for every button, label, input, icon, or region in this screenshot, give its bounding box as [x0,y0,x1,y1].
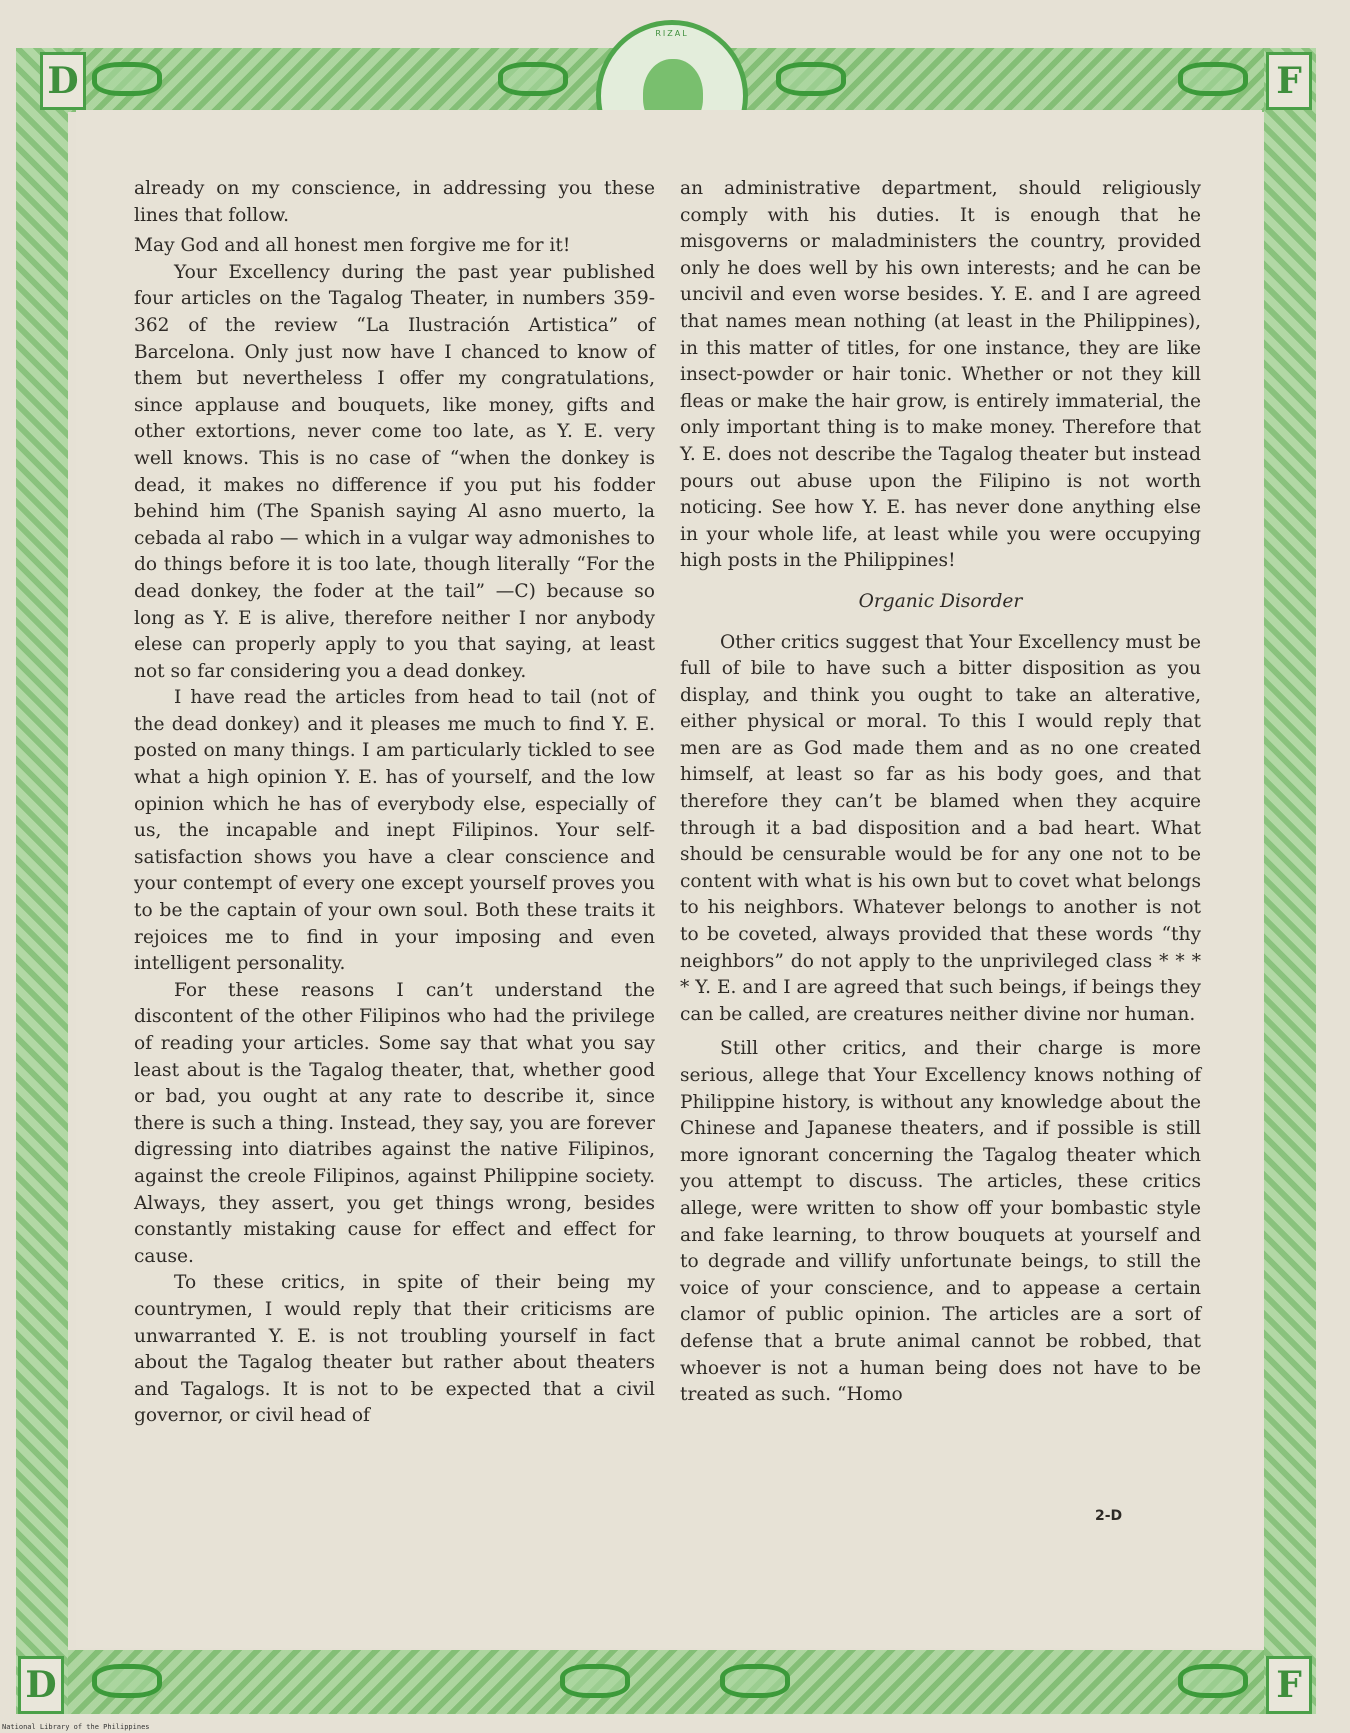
medallion-text: RIZAL [655,29,689,38]
right-border [1264,48,1316,1714]
paragraph: Other critics suggest that Your Excellency must be full of bile to have such a bitter disposition as you display, and think you ought to take an alterative, either physical or moral. To this I would reply that men are as God made them and as no one created himself, at least so far as his body goes, and that therefore they can’t be blamed when they acquire through it a bad disposition and a bad heart. What should be censurable would be for any one not to be content with what is his own but to covet what belongs to his neighbors. Whatever belongs to another is not to be coveted, always provided that these words “thy neighbors” do not apply to the unprivileged class * * * * Y. E. and I are agreed that such beings, if beings they can be called, are creatures neither divine nor human. [680,631,1201,1025]
section-heading: Organic Disorder [858,590,1023,612]
corner-monogram-bottom-right: F [1266,1656,1312,1714]
ornament-knot-icon [1178,1664,1248,1698]
ornament-knot-icon [720,1664,790,1698]
corner-monogram-bottom-left: D [18,1656,64,1714]
page-number: 2-D [1095,1508,1123,1524]
ornament-knot-icon [1178,62,1248,96]
ornament-knot-icon [498,62,568,96]
text-area [76,110,1262,1648]
paragraph: For these reasons I can’t understand the discontent of the other Filipinos who had the privilege of reading your articles. Some say that what you say least about is the Tagalog theater, that, whether good or bad, you ought at any rate to describe it, since there is such a thing. Instead, they say, you are forever digressing into diatribes against the native Filipinos, against the creole Filipinos, against Philippine society. Always, they assert, you get things wrong, besides constantly mistaking cause for effect and effect for cause. [134,979,655,1267]
paragraph: Your Excellency during the past year published four articles on the Tagalog Theater, in numbers 359-362 of the review “La Ilustración Artistica” of Barcelona. Only just now have I chanced to know of them but nevertheless I offer my congratulations, since applause and bouquets, like money, gifts and other extortions, never come too late, as Y. E. very well knows. This is no case of “when the donkey is dead, it makes no difference if you put his fodder behind him (The Spanish saying Al asno muerto, la cebada al rabo — which in a vulgar way admonishes to do things before it is too late, though literally “For the dead donkey, the foder at the tail” —C) because so long as Y. E is alive, therefore neither I nor anybody elese can properly apply to you that saying, at least not so far considering you a dead donkey. [134,261,655,682]
left-column [134,176,655,1430]
ornament-knot-icon [560,1664,630,1698]
paragraph: already on my conscience, in addressing you these lines that follow. [134,178,655,226]
corner-monogram-top-right: F [1266,52,1312,110]
corner-monogram-top-left: D [40,52,86,110]
paragraph: May God and all honest men forgive me for it! [134,235,571,257]
ornament-knot-icon [92,62,162,96]
ornament-knot-icon [776,62,846,96]
paragraph: Still other critics, and their charge is more serious, allege that Your Excellency knows nothing of Philippine history, is without any knowledge about the Chinese and Japanese theaters, and if possible is still more ignorant concerning the Tagalog theater which you attempt to discuss. The articles, these critics allege, were written to show off your bombastic style and fake learning, to throw bouquets at yourself and to degrade and villify unfortunate beings, to still the voice of your conscience, and to appease a certain clamor of public opinion. The articles are a sort of defense that a brute animal cannot be robbed, that whoever is not a human being does not have to be treated as such. “Homo [680,1038,1201,1406]
left-border [16,48,68,1714]
paragraph: an administrative department, should religiously comply with his duties. It is enough that he misgoverns or maladministers the country, provided only he does well by his own interests; and he can be uncivil and even worse besides. Y. E. and I are agreed that names mean nothing (at least in the Philippines), in this matter of titles, for one instance, they are like insect-powder or hair tonic. Whether or not they kill fleas or make the hair grow, is entirely immaterial, the only important thing is to make money. Therefore that Y. E. does not describe the Tagalog theater but instead pours out abuse upon the Filipino is not worth noticing. See how Y. E. has never done anything else in your whole life, at least while you were occupying high posts in the Philippines! [680,178,1201,572]
bottom-border [16,1650,1316,1714]
paragraph: I have read the articles from head to tail (not of the dead donkey) and it pleases me much to find Y. E. posted on many things. I am particularly tickled to see what a high opinion Y. E. has of yourself, and the low opinion which he has of everybody else, especially of us, the incapable and inept Filipinos. Your self-satisfaction shows you have a clear conscience and your contempt of every one except yourself proves you to be the captain of your own soul. Both these traits it rejoices me to find in your imposing and even intelligent personality. [134,687,655,975]
right-column [680,176,1201,1409]
footer-credit: National Library of the Philippines [2,1723,150,1731]
paragraph: To these critics, in spite of their being my countrymen, I would reply that their criticisms are unwarranted Y. E. is not troubling yourself in fact about the Tagalog theater but rather about theaters and Tagalogs. It is not to be expected that a civil governor, or civil head of [134,1272,655,1427]
ornament-knot-icon [92,1664,162,1698]
